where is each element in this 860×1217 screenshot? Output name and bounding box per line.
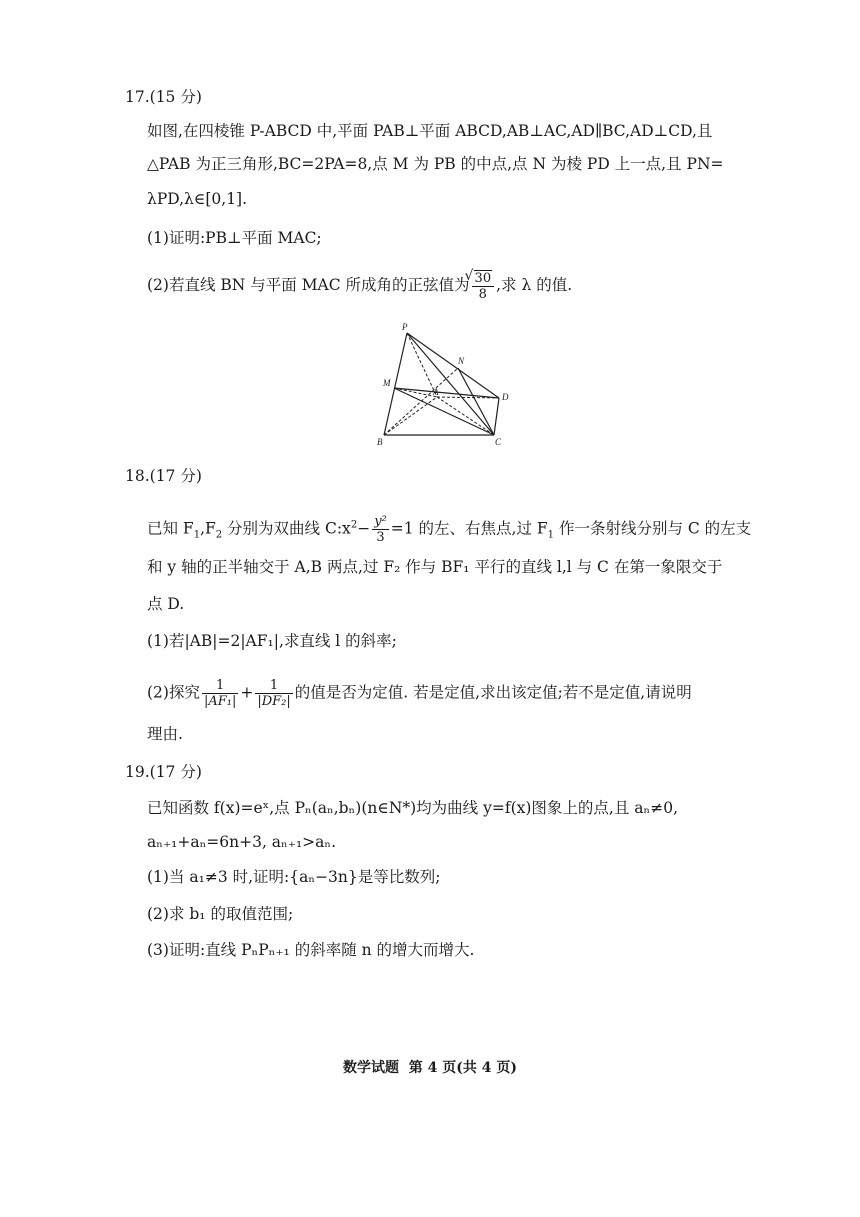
- page-footer: 数学试题 第 4 页(共 4 页): [343, 1060, 517, 1076]
- edge-nc: [458, 368, 494, 435]
- question-18-header: 18.(17 分): [125, 467, 202, 485]
- question-19-part-2: (2)求 b₁ 的取值范围;: [147, 905, 294, 923]
- question-19-line-1: 已知函数 f(x)=eˣ,点 Pₙ(aₙ,bₙ)(n∈N*)均为曲线 y=f(x)图象上的点,且 aₙ≠0,: [147, 799, 678, 817]
- question-18-line-3: 点 D.: [147, 595, 185, 613]
- question-18-line-2: 和 y 轴的正半轴交于 A,B 两点,过 F₂ 作与 BF₁ 平行的直线 l,l 与 C 在第一象限交于: [147, 558, 723, 576]
- sine-value-fraction: √ $\frac{30}{8}$: [472, 270, 495, 302]
- edge-cd: [494, 398, 499, 435]
- label-m: M: [383, 378, 391, 388]
- edge-ba: [384, 397, 437, 435]
- fraction-1-over-df2: $\frac{1}{\text{|DF₂|}}$: [257, 678, 291, 709]
- label-d: D: [502, 392, 509, 402]
- question-17-header: 17.(15 分): [125, 88, 202, 106]
- question-19-part-1: (1)当 a₁≠3 时,证明:{aₙ−3n}是等比数列;: [147, 868, 441, 886]
- question-18-part-1: (1)若|AB|=2|AF₁|,求直线 l 的斜率;: [147, 632, 397, 650]
- fraction-1-over-af1: $\frac{1}{\text{|AF₁|}}$: [203, 678, 237, 709]
- question-18-line-last: 理由.: [147, 725, 183, 743]
- edge-ma: [394, 388, 437, 397]
- hyperbola-fraction: $\frac{\text{y²}}{3}$: [374, 514, 387, 545]
- edge-md: [394, 388, 499, 398]
- label-b: B: [377, 437, 383, 447]
- edge-pd: [407, 333, 499, 398]
- question-19-line-2: aₙ₊₁+aₙ=6n+3, aₙ₊₁>aₙ.: [147, 833, 337, 851]
- question-18-part-2: (2)探究 $\frac{1}{\text{|AF₁|}}$ + $\frac{1}{\text{|DF₂|}}$ 的值是否为定值. 若是定值,求出该定值;若不是定值,请说明: [147, 678, 692, 709]
- question-19-part-3: (3)证明:直线 PₙPₙ₊₁ 的斜率随 n 的增大而增大.: [147, 941, 475, 959]
- pyramid-figure: [362, 318, 522, 450]
- label-p: P: [402, 322, 408, 332]
- label-n: N: [458, 356, 465, 366]
- question-19-header: 19.(17 分): [125, 763, 202, 781]
- label-a: A: [433, 387, 439, 397]
- question-17-line-2: △PAB 为正三角形,BC=2PA=8,点 M 为 PB 的中点,点 N 为棱 PD 上一点,且 PN=: [147, 155, 724, 173]
- edge-bn: [384, 368, 458, 435]
- question-17-line-1: 如图,在四棱锥 P-ABCD 中,平面 PAB⊥平面 ABCD,AB⊥AC,AD∥BC,AD⊥CD,且: [147, 122, 713, 140]
- question-17-line-3: λPD,λ∈[0,1].: [147, 190, 248, 208]
- edge-pc: [407, 333, 494, 435]
- edge-ac: [437, 397, 494, 435]
- question-17-part-1: (1)证明:PB⊥平面 MAC;: [147, 229, 322, 247]
- label-c: C: [495, 437, 502, 447]
- question-18-line-1: 已知 $F_1,F_2$ 分别为双曲线 $C:x^2-$ $\frac{\text{y²}}{3}$ =1 的左、右焦点,过 $F_1$ 作一条射线分别与 C 的左支: [147, 514, 752, 545]
- question-17-part-2: (2)若直线 BN 与平面 MAC 所成角的正弦值为 √ $\frac{30}{8}$ ,求 λ 的值.: [147, 270, 572, 302]
- edge-mc: [394, 388, 494, 435]
